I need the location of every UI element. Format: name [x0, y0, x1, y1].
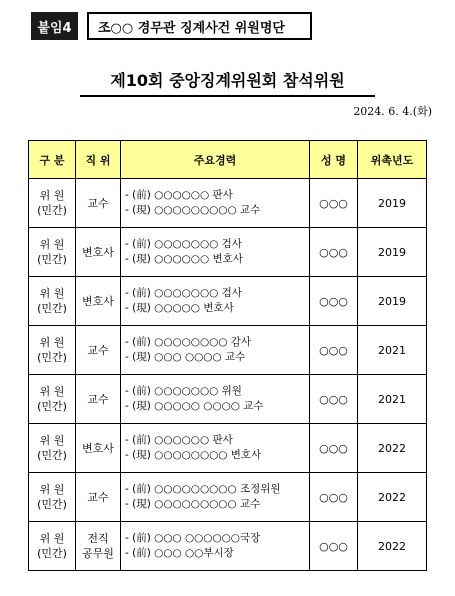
cell-career-line-1: - (前) ○○○○○○○ 검사: [125, 287, 242, 299]
cell-name: ○○○: [310, 179, 358, 228]
cell-gubun: [29, 473, 76, 522]
header-career: 주요경력: [121, 141, 310, 179]
cell-career-line-1: - (前) ○○○ ○○○○○○국장: [125, 532, 261, 544]
cell-gubun: [29, 277, 76, 326]
cell-gubun-line-2: (민간): [37, 204, 67, 217]
cell-year: 2019: [358, 228, 427, 277]
cell-name: ○○○: [310, 326, 358, 375]
cell-position: [76, 277, 121, 326]
cell-position: [76, 473, 121, 522]
cell-career-line-2: - (現) ○○○○○○○○ 변호사: [125, 449, 262, 461]
committee-members-table: [28, 140, 427, 571]
cell-career-line-2: - (現) ○○○○○○ 변호사: [125, 253, 243, 265]
table-row: [29, 424, 427, 473]
cell-name: ○○○: [310, 375, 358, 424]
cell-career-line-2: - (現) ○○○ ○○○○ 교수: [125, 351, 246, 363]
cell-gubun: [29, 522, 76, 571]
cell-gubun-line-2: (민간): [37, 302, 67, 315]
cell-gubun: [29, 375, 76, 424]
table-row: [29, 228, 427, 277]
header-gubun: 구 분: [29, 141, 76, 179]
cell-position: [76, 522, 121, 571]
cell-career: [121, 473, 310, 522]
header-title: 직 위: [76, 141, 121, 179]
cell-career-line-2: - (現) ○○○○○ ○○○○ 교수: [125, 400, 264, 412]
page-title-text: 제10회 중앙징계위원회 참석위원: [80, 68, 374, 97]
cell-position-line-1: 교수: [87, 343, 109, 357]
cell-career-line-2: - (前) ○○○ ○○부시장: [125, 547, 234, 559]
cell-gubun-line-2: (민간): [37, 498, 67, 511]
cell-position: [76, 326, 121, 375]
cell-position-line-1: 전직: [87, 532, 109, 545]
cell-career-line-1: - (前) ○○○○○○○○○ 조정위원: [125, 483, 281, 495]
cell-name: ○○○: [310, 277, 358, 326]
cell-year: 2021: [358, 326, 427, 375]
cell-year: 2022: [358, 522, 427, 571]
cell-career: [121, 277, 310, 326]
cell-career-line-2: - (現) ○○○○○○○○○ 교수: [125, 498, 261, 510]
cell-name: ○○○: [310, 228, 358, 277]
cell-position-line-1: 변호사: [82, 294, 114, 308]
cell-gubun-line-1: 위 원: [39, 336, 65, 349]
cell-gubun: [29, 179, 76, 228]
cell-position: [76, 179, 121, 228]
cell-career-line-1: - (前) ○○○○○○ 판사: [125, 189, 233, 201]
table-row: [29, 473, 427, 522]
cell-gubun-line-1: 위 원: [39, 532, 65, 545]
cell-position-line-1: 교수: [87, 196, 109, 210]
cell-position-line-1: 교수: [87, 392, 109, 406]
cell-gubun-line-1: 위 원: [39, 434, 65, 447]
cell-career: [121, 228, 310, 277]
cell-gubun-line-2: (민간): [37, 351, 67, 364]
cell-year: 2022: [358, 424, 427, 473]
attachment-tag: 붙임4: [31, 12, 78, 40]
table-row: [29, 375, 427, 424]
cell-name: ○○○: [310, 522, 358, 571]
cell-gubun-line-2: (민간): [37, 547, 67, 560]
cell-gubun-line-2: (민간): [37, 253, 67, 266]
cell-position: [76, 228, 121, 277]
cell-position-line-1: 교수: [87, 490, 109, 504]
cell-career-line-1: - (前) ○○○○○○○ 검사: [125, 238, 242, 250]
table-row: [29, 179, 427, 228]
table-header-row: [29, 141, 427, 179]
cell-career: [121, 424, 310, 473]
document-header: [31, 12, 312, 40]
cell-year: 2019: [358, 179, 427, 228]
cell-career-line-1: - (前) ○○○○○○○○ 감사: [125, 336, 252, 348]
document-subject: 조○○ 경무관 징계사건 위원명단: [87, 12, 312, 40]
cell-career: [121, 326, 310, 375]
header-year: 위촉년도: [358, 141, 427, 179]
cell-gubun: [29, 424, 76, 473]
table-row: [29, 522, 427, 571]
table-row: [29, 326, 427, 375]
cell-position-line-1: 변호사: [82, 245, 114, 259]
cell-position: [76, 424, 121, 473]
meeting-date: 2024. 6. 4.(화): [353, 105, 432, 118]
cell-career: [121, 375, 310, 424]
cell-gubun: [29, 326, 76, 375]
cell-name: ○○○: [310, 424, 358, 473]
cell-gubun-line-2: (민간): [37, 449, 67, 462]
cell-position-line-1: 변호사: [82, 441, 114, 455]
cell-year: 2019: [358, 277, 427, 326]
cell-career-line-2: - (現) ○○○○○ 변호사: [125, 302, 234, 314]
cell-career-line-1: - (前) ○○○○○○○ 위원: [125, 385, 242, 397]
cell-year: 2021: [358, 375, 427, 424]
cell-position-line-2: 공무원: [82, 547, 114, 560]
cell-gubun-line-1: 위 원: [39, 385, 65, 398]
cell-career-line-1: - (前) ○○○○○○ 판사: [125, 434, 233, 446]
cell-gubun-line-1: 위 원: [39, 189, 65, 202]
table-body: [29, 179, 427, 571]
cell-gubun-line-1: 위 원: [39, 238, 65, 251]
cell-name: ○○○: [310, 473, 358, 522]
cell-gubun-line-1: 위 원: [39, 483, 65, 496]
cell-year: 2022: [358, 473, 427, 522]
cell-gubun-line-2: (민간): [37, 400, 67, 413]
cell-gubun: [29, 228, 76, 277]
header-name: 성 명: [310, 141, 358, 179]
cell-gubun-line-1: 위 원: [39, 287, 65, 300]
cell-career: [121, 179, 310, 228]
cell-position: [76, 375, 121, 424]
cell-career-line-2: - (現) ○○○○○○○○○ 교수: [125, 204, 261, 216]
page-title: [0, 68, 455, 97]
cell-career: [121, 522, 310, 571]
table-row: [29, 277, 427, 326]
